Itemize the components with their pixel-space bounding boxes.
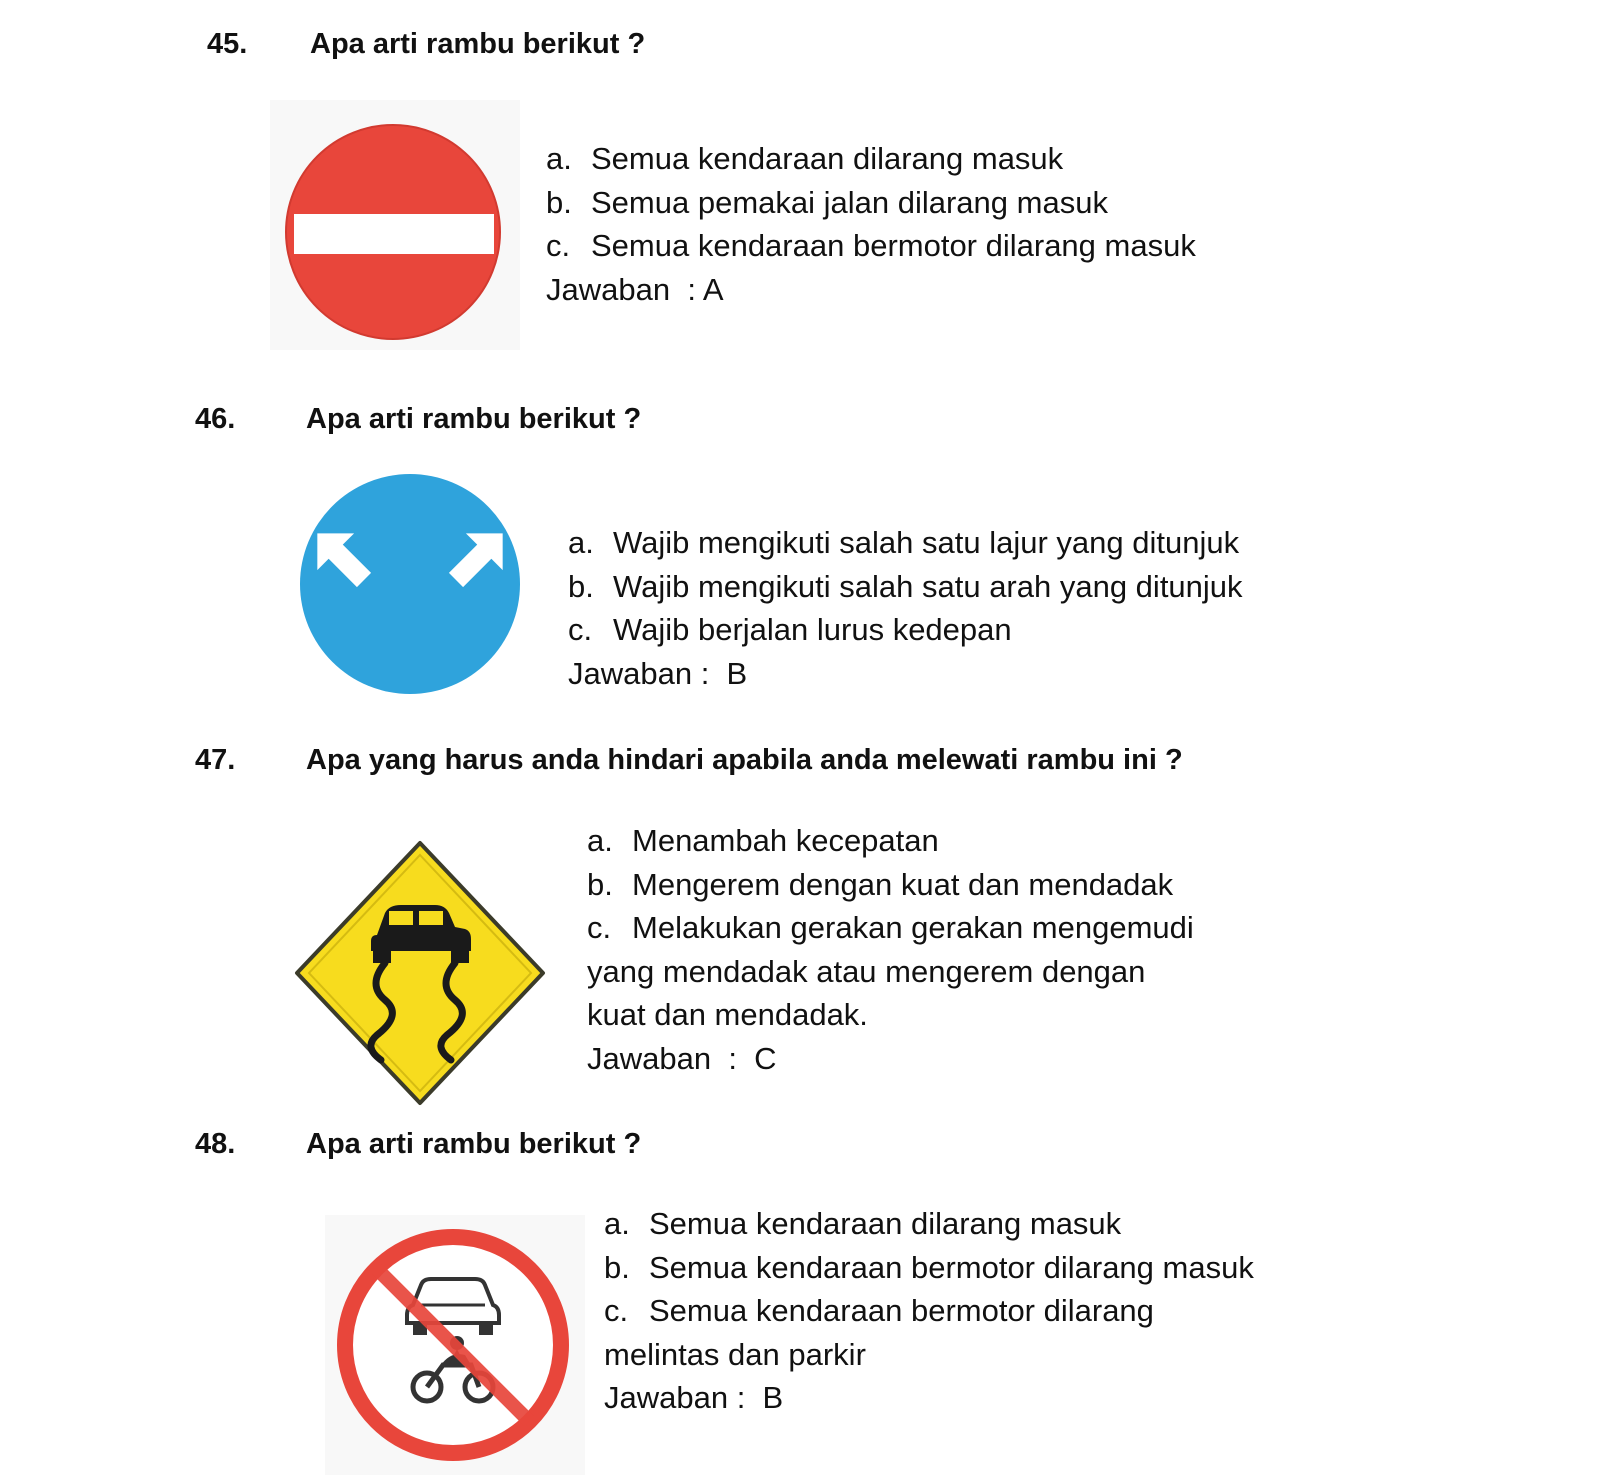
no-entry-sign-icon <box>270 100 520 350</box>
answer-line: Jawaban : B <box>568 655 748 691</box>
options-list <box>568 521 1243 695</box>
option-c: c. Melakukan gerakan gerakan mengemudi <box>587 910 1194 945</box>
option-c-continuation: kuat dan mendadak. <box>587 997 868 1032</box>
options-list <box>546 137 1196 311</box>
option-b: b. Semua kendaraan bermotor dilarang masuk <box>604 1249 1254 1285</box>
option-a: a. Semua kendaraan dilarang masuk <box>546 141 1064 176</box>
slippery-road-sign-icon <box>285 835 555 1115</box>
option-c-continuation: melintas dan parkir <box>604 1336 866 1372</box>
options-list <box>604 1202 1254 1420</box>
option-a: a. Menambah kecepatan <box>587 823 939 858</box>
option-c: c. Semua kendaraan bermotor dilarang <box>604 1293 1154 1328</box>
question-number: 48. <box>195 1128 236 1160</box>
question-text: Apa yang harus anda hindari apabila anda melewati rambu ini ? <box>306 744 1183 776</box>
options-list <box>587 819 1194 1080</box>
option-b: b. Semua pemakai jalan dilarang masuk <box>546 184 1108 220</box>
option-a: a. Semua kendaraan dilarang masuk <box>604 1206 1122 1241</box>
option-b: b. Wajib mengikuti salah satu arah yang ditunjuk <box>568 568 1243 604</box>
question-text: Apa arti rambu berikut ? <box>306 403 642 435</box>
question-text: Apa arti rambu berikut ? <box>306 1128 642 1160</box>
question-text: Apa arti rambu berikut ? <box>310 28 646 60</box>
no-motor-vehicles-sign-icon <box>325 1215 585 1475</box>
answer-line: Jawaban : A <box>546 271 724 307</box>
option-a: a. Wajib mengikuti salah satu lajur yang ditunjuk <box>568 525 1240 560</box>
answer-line: Jawaban : B <box>604 1380 784 1415</box>
option-c: c. Wajib berjalan lurus kedepan <box>568 612 1012 647</box>
question-number: 47. <box>195 744 236 776</box>
option-b: b. Mengerem dengan kuat dan mendadak <box>587 866 1174 902</box>
option-c-continuation: yang mendadak atau mengerem dengan <box>587 953 1146 989</box>
question-number: 45. <box>207 28 248 60</box>
question-number: 46. <box>195 403 236 435</box>
answer-line: Jawaban : C <box>587 1040 777 1076</box>
option-c: c. Semua kendaraan bermotor dilarang masuk <box>546 228 1196 263</box>
keep-left-or-right-sign-icon <box>290 462 530 702</box>
